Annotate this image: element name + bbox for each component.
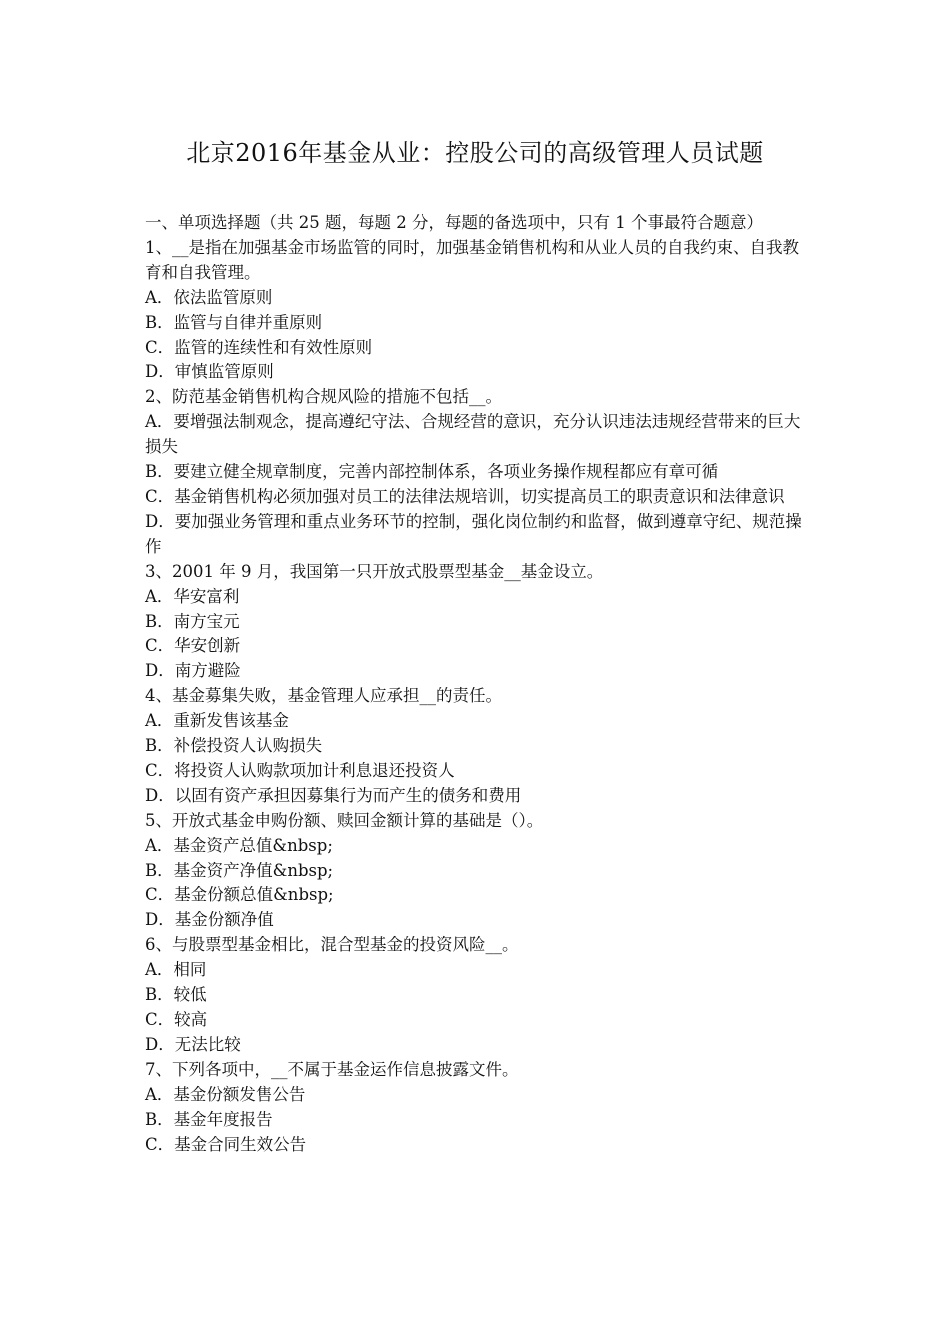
option-a: A．要增强法制观念，提高遵纪守法、合规经营的意识，充分认识违法违规经营带来的巨大损失 [145, 412, 801, 457]
option-c: C．基金合同生效公告 [145, 1134, 307, 1154]
question-stem: 1、__是指在加强基金市场监管的同时，加强基金销售机构和从业人员的自我约束、自我教育和自我管理。 [145, 237, 799, 282]
option-b: B．较低 [145, 985, 207, 1005]
question-6 [145, 933, 810, 1058]
option-a: A．华安富利 [145, 586, 240, 606]
question-stem: 7、下列各项中，__不属于基金运作信息披露文件。 [145, 1059, 519, 1079]
question-stem: 5、开放式基金申购份额、赎回金额计算的基础是（）。 [145, 810, 544, 830]
option-d: D．以固有资产承担因募集行为而产生的债务和费用 [145, 785, 522, 805]
option-c: C．将投资人认购款项加计利息退还投资人 [145, 760, 455, 780]
option-c: C．基金销售机构必须加强对员工的法律法规培训，切实提高员工的职责意识和法律意识 [145, 486, 785, 506]
document-body [145, 211, 810, 1157]
option-c: C．监管的连续性和有效性原则 [145, 337, 373, 357]
section-intro: 一、单项选择题（共 25 题，每题 2 分，每题的备选项中，只有 1 个事最符合题意） [145, 213, 763, 232]
question-7 [145, 1058, 810, 1158]
question-4 [145, 684, 810, 809]
question-stem: 4、基金募集失败，基金管理人应承担__的责任。 [145, 686, 502, 706]
question-stem: 6、与股票型基金相比，混合型基金的投资风险__。 [145, 935, 519, 955]
question-stem: 3、2001 年 9 月，我国第一只开放式股票型基金__基金设立。 [145, 561, 604, 581]
document-title: 北京2016年基金从业：控股公司的高级管理人员试题 [186, 139, 764, 167]
option-d: D．要加强业务管理和重点业务环节的控制，强化岗位制约和监督，做到遵章守纪、规范操作 [145, 511, 802, 556]
option-a: A．重新发售该基金 [145, 711, 289, 731]
option-d: D．无法比较 [145, 1034, 241, 1054]
option-a: A．基金资产总值&nbsp; [145, 835, 333, 855]
option-b: B．基金年度报告 [145, 1109, 273, 1129]
option-c: C．较高 [145, 1010, 208, 1029]
question-stem: 2、防范基金销售机构合规风险的措施不包括__。 [145, 387, 502, 407]
question-3 [145, 560, 810, 685]
question-2 [145, 385, 810, 559]
option-c: C．华安创新 [145, 636, 241, 656]
option-c: C．基金份额总值&nbsp; [145, 885, 334, 905]
option-a: A．相同 [145, 960, 207, 980]
option-d: D．基金份额净值 [145, 910, 274, 930]
option-b: B．南方宝元 [145, 611, 240, 631]
option-d: D．南方避险 [145, 661, 241, 681]
option-b: B．监管与自律并重原则 [145, 312, 323, 332]
option-a: A．基金份额发售公告 [145, 1084, 306, 1104]
option-b: B．要建立健全规章制度，完善内部控制体系，各项业务操作规程都应有章可循 [145, 462, 719, 482]
option-b: B．基金资产净值&nbsp; [145, 860, 334, 880]
question-5 [145, 809, 810, 934]
option-a: A．依法监管原则 [145, 287, 273, 307]
option-b: B．补偿投资人认购损失 [145, 736, 323, 756]
question-1 [145, 236, 810, 385]
option-d: D．审慎监管原则 [145, 362, 274, 382]
